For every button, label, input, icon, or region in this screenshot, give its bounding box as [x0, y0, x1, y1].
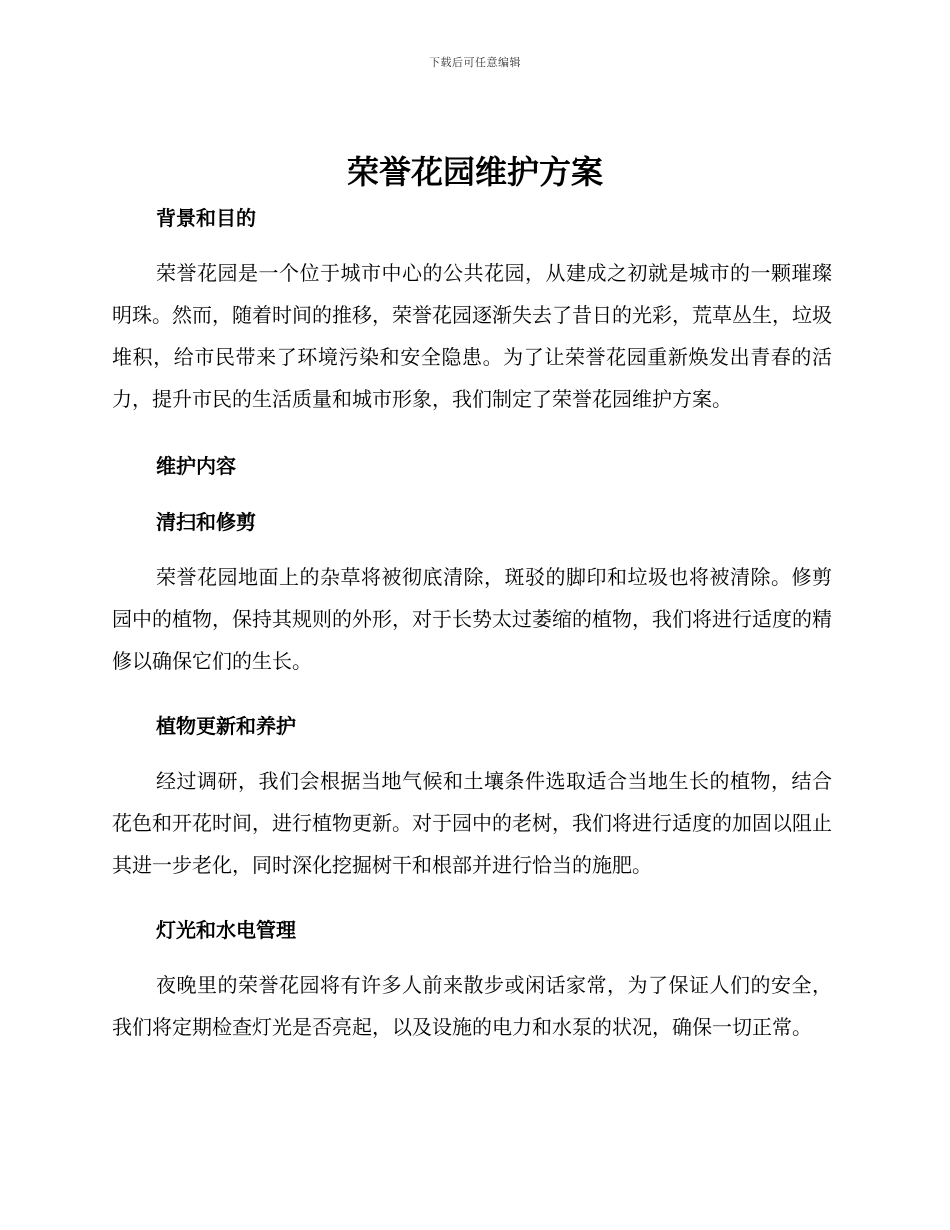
document-body	[112, 198, 832, 1048]
section-heading-lighting: 灯光和水电管理	[156, 918, 296, 942]
section-heading-cleaning: 清扫和修剪	[156, 510, 256, 534]
document-title: 荣誉花园维护方案	[346, 153, 603, 191]
section-heading-background: 背景和目的	[156, 206, 256, 230]
paragraph-background: 荣誉花园是一个位于城市中心的公共花园，从建成之初就是城市的一颗璀璨明珠。然而，随着时间的推移，荣誉花园逐渐失去了昔日的光彩，荒草丛生，垃圾堆积，给市民带来了环境污染和安全隐患。为了让荣誉花园重新焕发出青春的活力，提升市民的生活质量和城市形象，我们制定了荣誉花园维护方案。	[112, 261, 832, 411]
header-note: 下载后可任意编辑	[429, 56, 521, 69]
paragraph-plants: 经过调研，我们会根据当地气候和土壤条件选取适合当地生长的植物，结合花色和开花时间，进行植物更新。对于园中的老树，我们将进行适度的加固以阻止其进一步老化，同时深化挖掘树干和根部并进行恰当的施肥。	[112, 769, 832, 877]
paragraph-lighting: 夜晚里的荣誉花园将有许多人前来散步或闲话家常，为了保证人们的安全，我们将定期检查灯光是否亮起，以及设施的电力和水泵的状况，确保一切正常。	[112, 973, 832, 1039]
paragraph-cleaning: 荣誉花园地面上的杂草将被彻底清除，斑驳的脚印和垃圾也将被清除。修剪园中的植物，保持其规则的外形，对于长势太过萎缩的植物，我们将进行适度的精修以确保它们的生长。	[112, 565, 832, 673]
section-heading-maintenance: 维护内容	[156, 454, 236, 478]
section-heading-plants: 植物更新和养护	[156, 714, 296, 738]
